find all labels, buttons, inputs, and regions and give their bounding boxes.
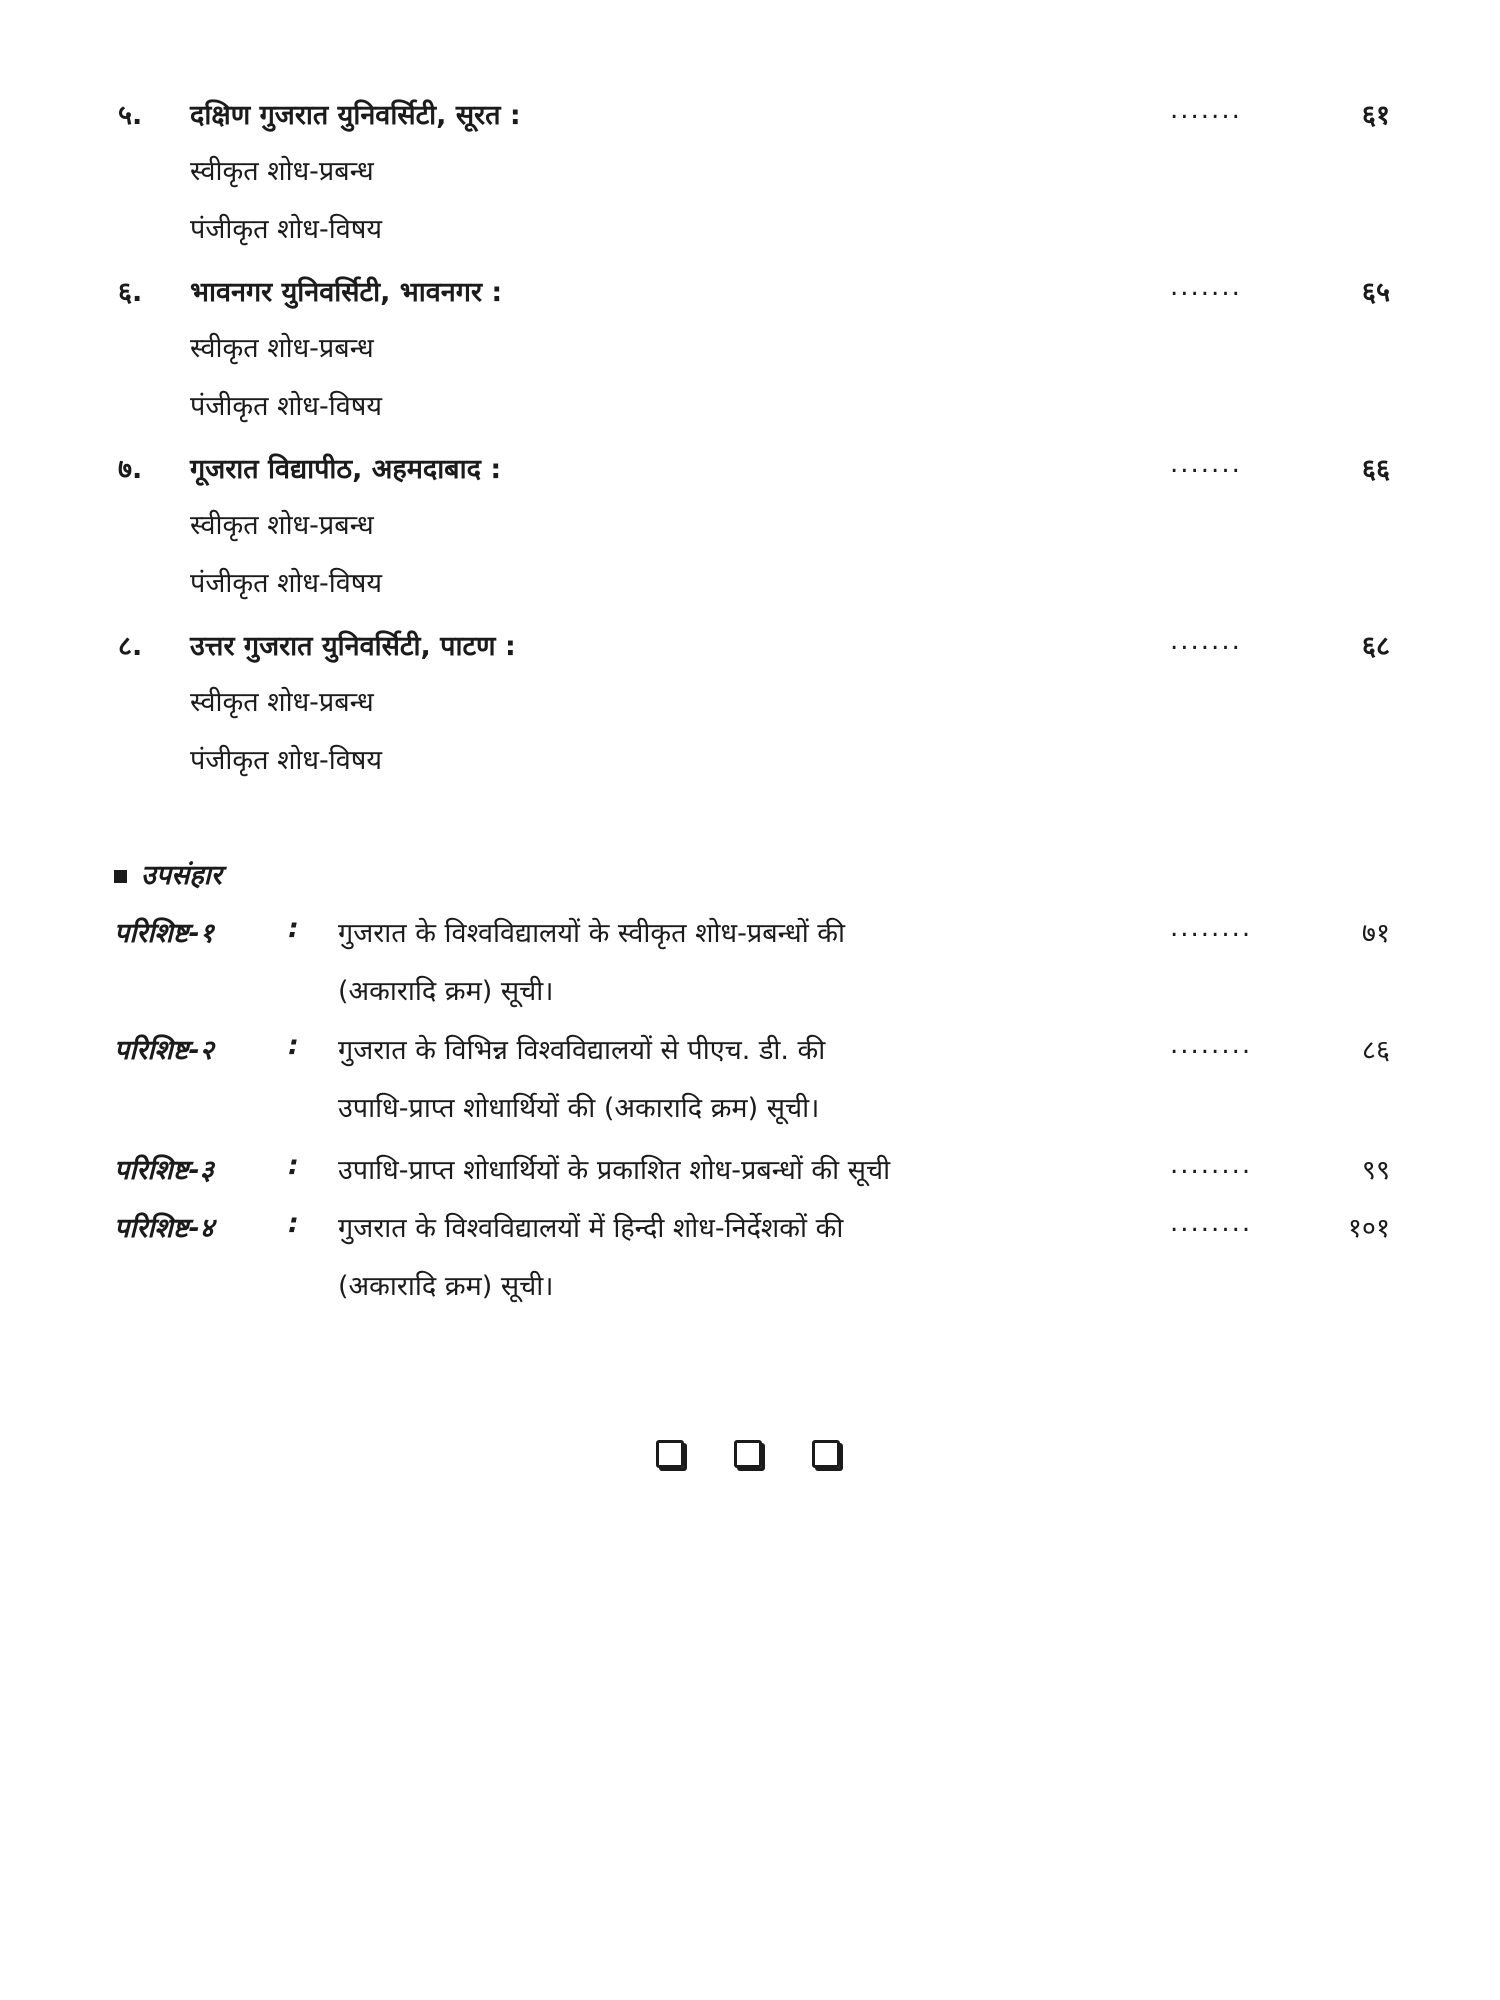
square-box-icon <box>812 1440 840 1468</box>
subentry-registered-topics: पंजीकृत शोध-विषय <box>190 391 383 422</box>
appendix-colon: : <box>288 1208 299 1239</box>
square-box-icon <box>734 1440 762 1468</box>
square-box-icon <box>656 1440 684 1468</box>
subentry-accepted-theses: स्वीकृत शोध-प्रबन्ध <box>190 156 374 187</box>
leader-dots: ....... <box>1170 449 1242 479</box>
leader-dots: ....... <box>1170 95 1242 125</box>
appendix-title-line-1: गुजरात के विश्वविद्यालयों में हिन्दी शोध-निर्देशकों की <box>338 1213 844 1244</box>
leader-dots: ........ <box>1170 1030 1253 1060</box>
page-number: ८६ <box>1361 1035 1390 1066</box>
appendix-title-line-1: उपाधि-प्राप्त शोधार्थियों के प्रकाशित शोध-प्रबन्धों की सूची <box>338 1155 891 1186</box>
page-number: ६१ <box>1361 100 1390 131</box>
page-number: ६६ <box>1361 454 1390 485</box>
appendix-title-line-1: गुजरात के विभिन्न विश्वविद्यालयों से पीएच. डी. की <box>338 1035 826 1066</box>
appendix-title-line-2: उपाधि-प्राप्त शोधार्थियों की (अकारादि क्रम) सूची। <box>338 1093 820 1124</box>
entry-number: ८. <box>118 631 143 662</box>
entry-number: ७. <box>118 454 143 485</box>
entry-number: ५. <box>118 100 143 131</box>
appendix-colon: : <box>288 1030 299 1061</box>
leader-dots: ........ <box>1170 1150 1253 1180</box>
appendix-title-line-1: गुजरात के विश्वविद्यालयों के स्वीकृत शोध-प्रबन्धों की <box>338 918 846 949</box>
appendix-colon: : <box>288 1150 299 1181</box>
appendix-colon: : <box>288 913 299 944</box>
subentry-registered-topics: पंजीकृत शोध-विषय <box>190 214 383 245</box>
end-ornament <box>652 1440 852 1470</box>
page-number: १०१ <box>1347 1213 1390 1244</box>
appendix-label: परिशिष्ट-४ <box>114 1213 214 1244</box>
leader-dots: ........ <box>1170 913 1253 943</box>
appendix-title-line-2: (अकारादि क्रम) सूची। <box>338 976 554 1007</box>
page-number: ९९ <box>1361 1155 1390 1186</box>
appendix-label: परिशिष्ट-२ <box>114 1035 214 1066</box>
page-number: ७१ <box>1361 918 1390 949</box>
section-heading-text: उपसंहार <box>141 860 222 891</box>
leader-dots: ....... <box>1170 272 1242 302</box>
entry-title: दक्षिण गुजरात युनिवर्सिटी, सूरत : <box>190 100 521 131</box>
subentry-accepted-theses: स्वीकृत शोध-प्रबन्ध <box>190 333 374 364</box>
leader-dots: ....... <box>1170 626 1242 656</box>
subentry-registered-topics: पंजीकृत शोध-विषय <box>190 745 383 776</box>
page-number: ६८ <box>1361 631 1390 662</box>
square-bullet-icon <box>114 870 127 883</box>
subentry-accepted-theses: स्वीकृत शोध-प्रबन्ध <box>190 510 374 541</box>
appendix-title-line-2: (अकारादि क्रम) सूची। <box>338 1271 554 1302</box>
appendix-label: परिशिष्ट-३ <box>114 1155 214 1186</box>
entry-number: ६. <box>118 277 143 308</box>
entry-title: भावनगर युनिवर्सिटी, भावनगर : <box>190 277 503 308</box>
entry-title: उत्तर गुजरात युनिवर्सिटी, पाटण : <box>190 631 516 662</box>
appendix-label: परिशिष्ट-१ <box>114 918 214 949</box>
subentry-registered-topics: पंजीकृत शोध-विषय <box>190 568 383 599</box>
leader-dots: ........ <box>1170 1208 1253 1238</box>
subentry-accepted-theses: स्वीकृत शोध-प्रबन्ध <box>190 687 374 718</box>
page-number: ६५ <box>1361 277 1390 308</box>
entry-title: गूजरात विद्यापीठ, अहमदाबाद : <box>190 454 502 485</box>
section-heading-upsanhar <box>114 855 222 892</box>
